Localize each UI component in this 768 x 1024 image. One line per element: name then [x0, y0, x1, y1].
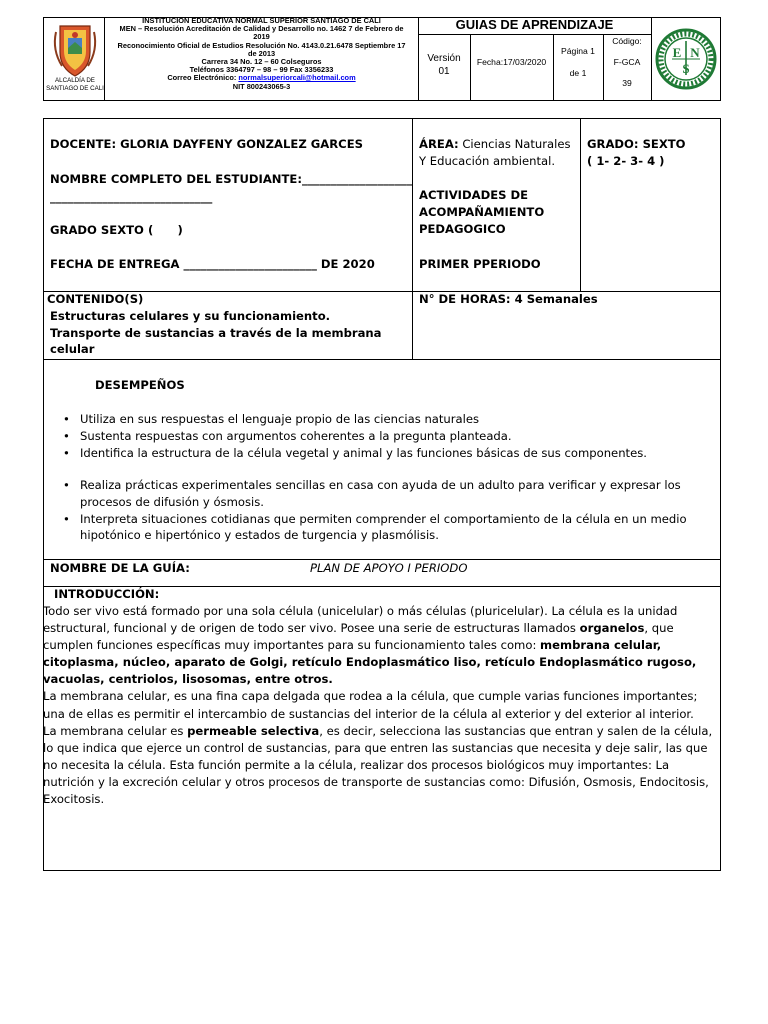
intro-paragraph-1: Todo ser vivo está formado por una sola célula (unicelular) o más células (pluricelular). La célula es la unidad estructural, funcional y de origen de todo ser vivo. Posee una serie de estructuras llamados organelos, que cumplen funciones específicas muy importantes para su funcionamiento tales como: membrana celular, citoplasma, núcleo, aparato de Golgi, retículo Endoplasmático liso, retículo Endoplasmático rugoso, vacuolas, centriolos, lisosomas, entre otros.	[43, 604, 697, 687]
email-link[interactable]: normalsuperiorcali@hotmail.com	[238, 73, 356, 83]
docente: DOCENTE: GLORIA DAYFENY GONZALEZ GARCES	[50, 137, 363, 151]
crest-icon	[48, 22, 102, 78]
student-name-line2[interactable]: ____________________________	[50, 190, 213, 204]
grado-field[interactable]: GRADO SEXTO ( )	[50, 223, 183, 237]
horas: N° DE HORAS: 4 Semanales	[419, 292, 598, 306]
pagina-cell: Página 1	[561, 46, 595, 56]
codigo-label: Código:	[612, 36, 642, 46]
pagina-de: de 1	[569, 68, 587, 78]
list-item: • Utiliza en sus respuestas el lenguaje propio de las ciencias naturales	[60, 411, 710, 428]
list-item: • Sustenta respuestas con argumentos coherentes a la pregunta planteada.	[60, 428, 710, 445]
list-item: • Identifica la estructura de la célula vegetal y animal y las funciones básicas de sus componentes.	[60, 445, 710, 462]
seal-letter-s: S	[682, 61, 690, 76]
guia-label: NOMBRE DE LA GUÍA:	[50, 561, 190, 575]
normal-superior-seal	[655, 19, 717, 99]
list-item: • Interpreta situaciones cotidianas que permiten comprender el comportamiento de la célula en un medio hipotónico e hipertónico y estados de turgencia y plasmólisis.	[60, 511, 710, 545]
intro-paragraph-2: La membrana celular, es una fina capa delgada que rodea a la célula, que cumple varias funciones importantes; una de ellas es permitir el intercambio de sustancias del interior de la célula al exterior y del exterior al interior.	[43, 689, 698, 721]
desempenos-list-2	[60, 477, 710, 544]
seal-icon	[655, 19, 717, 99]
institution-name: INSTITUCION EDUCATIVA NORMAL SUPERIOR SANTIAGO DE CALI	[142, 16, 381, 25]
version-cell: Versión 01	[427, 53, 461, 77]
desempenos-list-1	[60, 411, 710, 461]
alcaldia-crest-logo	[48, 22, 102, 98]
contenido: CONTENIDO(S) Estructuras celulares y su funcionamiento. Transporte de sustancias a través de la membrana celular	[47, 291, 409, 358]
codigo-value: F-GCA	[613, 57, 641, 67]
nit: NIT 800243065-3	[232, 81, 291, 91]
crest-caption: ALCALDÍA DE SANTIAGO DE CALI	[46, 77, 104, 92]
introduccion-title: INTRODUCCIÓN:	[54, 587, 160, 601]
guide-title: GUIAS DE APRENDIZAJE	[455, 17, 614, 32]
institution-info: INSTITUCION EDUCATIVA NORMAL SUPERIOR SANTIAGO DE CALI MEN – Resolución Acreditación de Calidad y Desarrollo no. 1462 7 de Febrero de 2019 Reconocimiento Oficial de Estudios Resolución No. 4143.0.21.6478 Septiembre 17 de 2013 Carrera 34 No. 12 – 60 Colseguros Teléfonos 3364797 – 98 – 99 Fax 3356233 Correo Electrónico: normalsuperiorcali@hotmail.com NIT 800243065-3	[108, 17, 415, 91]
desempenos-title: DESEMPEÑOS	[95, 378, 185, 392]
seal-letter-e: E	[672, 45, 682, 60]
periodo: PRIMER PPERIODO	[419, 257, 541, 271]
intro-paragraph-3: La membrana celular es permeable selectiva, es decir, selecciona las sustancias que entran y salen de la célula, lo que indica que ejerce un control de sustancias, para que entren las sustancias que necesita y deje salir, las que no necesita la célula. Esta función permite a la célula, realizar dos procesos biológicos muy importantes: La nutrición y la excreción celular y otros procesos de transporte de sustancias como: Difusión, Osmosis, Endocitosis, Exocitosis.	[43, 723, 713, 807]
grado-sexto-label: GRADO: SEXTO ( 1- 2- 3- 4 )	[587, 137, 686, 168]
codigo-number: 39	[622, 78, 632, 88]
seal-letter-n: N	[690, 45, 700, 60]
introduccion-body	[43, 603, 719, 808]
actividades: ACTIVIDADES DE ACOMPAÑAMIENTO PEDAGOGICO	[419, 188, 545, 236]
guia-value: PLAN DE APOYO I PERIODO	[310, 561, 468, 575]
area: ÁREA: Ciencias Naturales Y Educación ambiental.	[419, 137, 571, 168]
fecha-entrega-field[interactable]: FECHA DE ENTREGA _______________________ DE 2020	[50, 257, 375, 271]
contenido-label: CONTENIDO(S)	[47, 292, 144, 306]
email-line: Correo Electrónico: normalsuperiorcali@hotmail.com	[167, 73, 356, 83]
student-name-field[interactable]: NOMBRE COMPLETO DEL ESTUDIANTE:___________________	[50, 172, 413, 186]
list-item: • Realiza prácticas experimentales sencillas en casa con ayuda de un adulto para verificar y expresar los procesos de difusión y ósmosis.	[60, 477, 710, 511]
fecha-cell: Fecha:17/03/2020	[476, 57, 547, 67]
